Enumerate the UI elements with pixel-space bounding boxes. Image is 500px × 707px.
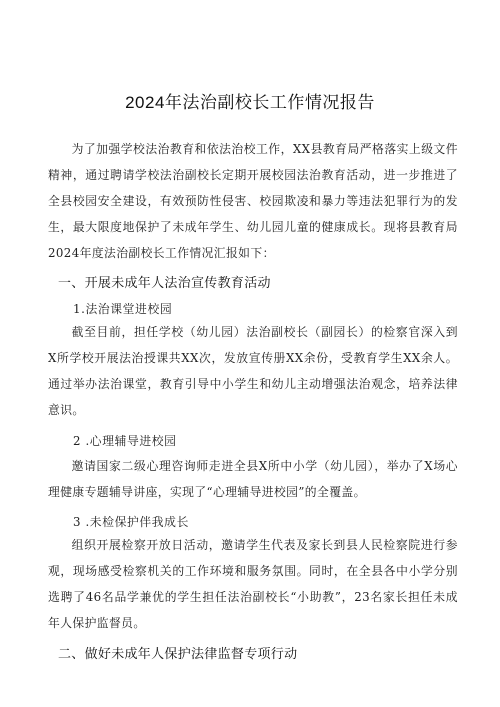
item3-heading: 3 .未检保护伴我成长 <box>73 515 189 529</box>
item2-paragraph: 邀请国家二级心理咨询师走进全县X所中小学（幼儿园），举办了X场心理健康专题辅导讲座，实现了“心理辅导进校园”的全覆盖。 <box>48 459 458 499</box>
intro-paragraph: 为了加强学校法治教育和依法治校工作，XX县教育局严格落实上级文件精神，通过聘请学校法治副校长定期开展校园法治教育活动，进一步推进了全县校园安全建设，有效预防性侵害、校园欺凌和暴力等违法犯罪行为的发生，最大限度地保护了未成年学生、幼儿园儿童的健康成长。现将县教育局2024年度法治副校长工作情况汇报如下： <box>48 142 458 260</box>
item1-paragraph: 截至目前，担任学校（幼儿园）法治副校长（副园长）的检察官深入到X所学校开展法治授课共XX次，发放宣传册XX余份，受教育学生XX余人。通过举办法治课堂，教育引导中小学生和幼儿主动增强法治观念，培养法律意识。 <box>48 325 458 417</box>
document-title: 2024年法治副校长工作情况报告 <box>125 93 375 112</box>
section1-heading: 一、开展未成年人法治宣传教育活动 <box>58 275 271 290</box>
item3-paragraph: 组织开展检察开放日活动，邀请学生代表及家长到县人民检察院进行参观，现场感受检察机关的工作环境和服务氛围。同时，在全县各中小学分别选聘了46名品学兼优的学生担任法治副校长“小助教”，23名家长担任未成年人保护监督员。 <box>48 538 458 630</box>
item1-heading: 1.法治课堂进校园 <box>73 302 173 316</box>
section2-heading: 二、做好未成年人保护法律监督专项行动 <box>58 646 298 661</box>
item2-heading: 2 .心理辅导进校园 <box>73 434 177 448</box>
